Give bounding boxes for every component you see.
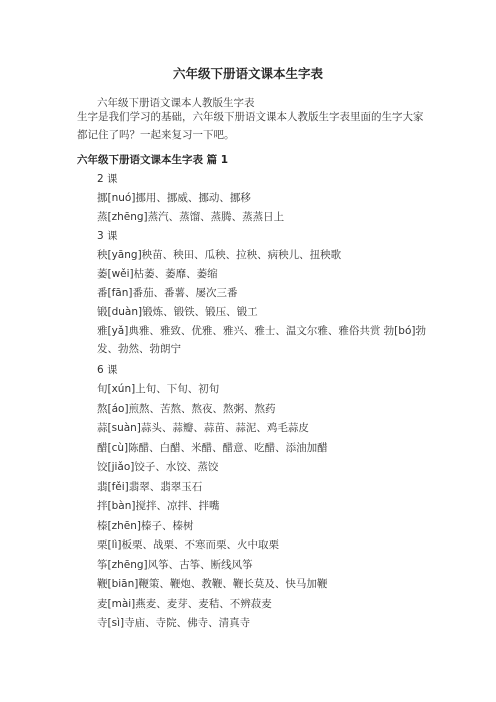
intro-paragraph: 生字是我们学习的基础，六年级下册语文课本人教版生字表里面的生字大家都记住了吗？一起来复习一下吧。 — [77, 111, 424, 141]
word-entry: 锻[duàn]锻炼、锻铁、锻压、锻工 — [97, 306, 258, 318]
word-entry: 饺[jiǎo]饺子、水饺、蒸饺 — [97, 461, 219, 473]
word-entry: 拌[bàn]搅拌、凉拌、拌嘴 — [97, 500, 220, 512]
intro-line: 六年级下册语文课本人教版生字表 — [97, 97, 255, 109]
section-heading: 六年级下册语文课本生字表 篇 1 — [77, 154, 229, 166]
lesson-heading-2: 2 课 — [97, 173, 118, 185]
word-entry: 翡[fěi]翡翠、翡翠玉石 — [97, 481, 203, 493]
word-entry: 挪[nuó]挪用、挪威、挪动、挪移 — [97, 192, 251, 204]
lesson-heading-3: 3 课 — [97, 230, 118, 242]
word-entry: 秧[yāng]秧苗、秧田、瓜秧、拉秧、病秧儿、扭秧歌 — [97, 249, 342, 261]
word-entry: 蒜[suàn]蒜头、蒜瓣、蒜苗、蒜泥、鸡毛蒜皮 — [97, 422, 309, 434]
word-entry: 榛[zhēn]榛子、榛树 — [97, 520, 194, 532]
document-title: 六年级下册语文课本生字表 — [172, 66, 323, 81]
word-entry: 鞭[biān]鞭策、鞭炮、教鞭、鞭长莫及、快马加鞭 — [97, 578, 328, 590]
word-entry: 寺[sì]寺庙、寺院、佛寺、清真寺 — [97, 617, 251, 629]
word-entry: 蒸[zhēng]蒸汽、蒸馏、蒸腾、蒸蒸日上 — [97, 211, 285, 223]
word-entry: 熬[áo]煎熬、苦熬、熬夜、熬粥、熬药 — [97, 403, 276, 415]
word-entry-wrapped: 雅[yǎ]典雅、雅致、优雅、雅兴、雅士、温文尔雅、雅俗共赏 勃[bó]勃发、勃然、勃朗宁 — [97, 325, 426, 355]
word-entry: 筝[zhēng]风筝、古筝、断线风筝 — [97, 559, 253, 571]
word-entry: 醋[cù]陈醋、白醋、米醋、醋意、吃醋、添油加醋 — [97, 442, 328, 454]
word-entry: 麦[mài]燕麦、麦芽、麦秸、不辨菽麦 — [97, 598, 272, 610]
lesson-heading-6: 6 课 — [97, 364, 118, 376]
word-entry: 旬[xún]上旬、下旬、初旬 — [97, 383, 220, 395]
word-entry: 番[fān]番茄、番薯、屡次三番 — [97, 287, 238, 299]
word-entry: 栗[lì]板栗、战栗、不寒而栗、火中取栗 — [97, 539, 280, 551]
word-entry: 萎[wěi]枯萎、萎靡、萎缩 — [97, 268, 218, 280]
